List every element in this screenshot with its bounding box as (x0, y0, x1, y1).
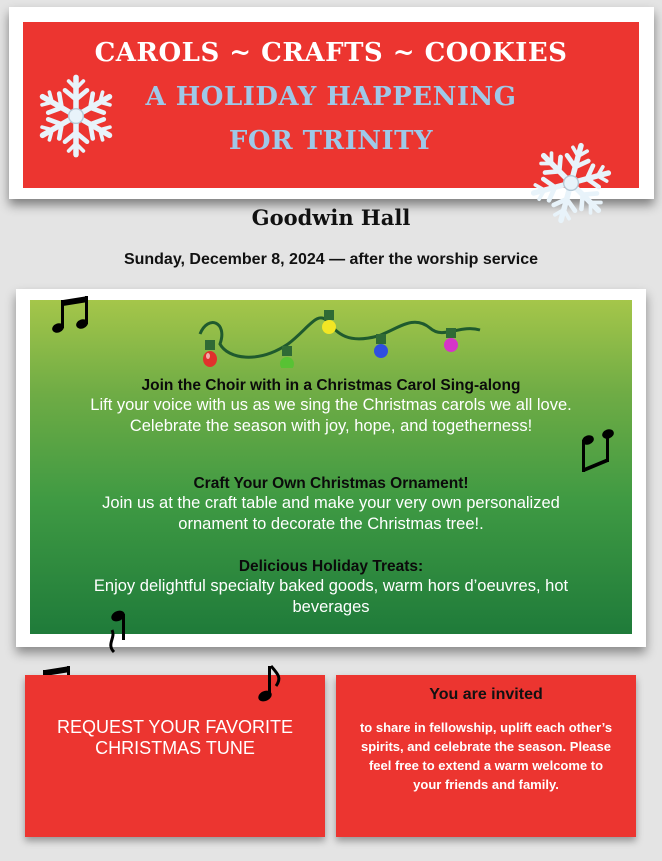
request-tune-line: CHRISTMAS TUNE (95, 738, 255, 758)
header-title-line1: CAROLS ~ CRAFTS ~ COOKIES (94, 38, 568, 68)
venue-title: Goodwin Hall (251, 205, 411, 230)
section-text-line: beverages (292, 598, 370, 616)
header-title-line2: A HOLIDAY HAPPENING (145, 82, 517, 112)
section-carol-singalong (30, 376, 632, 437)
section-text-line: Celebrate the season with joy, hope, and togetherness! (129, 417, 533, 435)
event-date: Sunday, December 8, 2024 — after the worship service (123, 251, 539, 268)
request-tune-text (25, 717, 325, 759)
music-note-icon (580, 428, 614, 476)
light-string-icon (198, 304, 482, 368)
invitation-line: feel free to extend a warm welcome to (368, 758, 604, 773)
invitation-box (336, 675, 636, 837)
invitation-line: your friends and family. (413, 777, 559, 792)
invitation-line: spirits, and celebrate the season. Please (360, 739, 611, 754)
music-note-icon (104, 608, 130, 654)
section-heading: Join the Choir with in a Christmas Carol Sing-along (141, 377, 521, 394)
section-heading: Delicious Holiday Treats: (238, 558, 424, 575)
music-note-icon (258, 664, 282, 704)
section-text-line: Lift your voice with us as we sing the Christmas carols we all love. (90, 396, 572, 414)
invitation-message (342, 718, 630, 794)
header-title-line3: FOR TRINITY (228, 126, 434, 156)
invitation-line: to share in fellowship, uplift each other’s (359, 720, 613, 735)
request-tune-line: REQUEST YOUR FAVORITE (56, 717, 294, 737)
activities-panel (30, 300, 632, 634)
section-text-line: Join us at the craft table and make your very own personalized (102, 494, 560, 512)
snowflake-icon (30, 70, 122, 162)
music-note-icon (52, 294, 92, 336)
section-text-line: ornament to decorate the Christmas tree!. (178, 515, 484, 533)
section-heading: Craft Your Own Christmas Ornament! (193, 475, 469, 492)
section-text-line: Enjoy delightful specialty baked goods, warm hors d’oeuvres, hot (93, 577, 569, 595)
section-ornament-craft (30, 474, 632, 535)
invitation-title: You are invited (429, 686, 543, 703)
